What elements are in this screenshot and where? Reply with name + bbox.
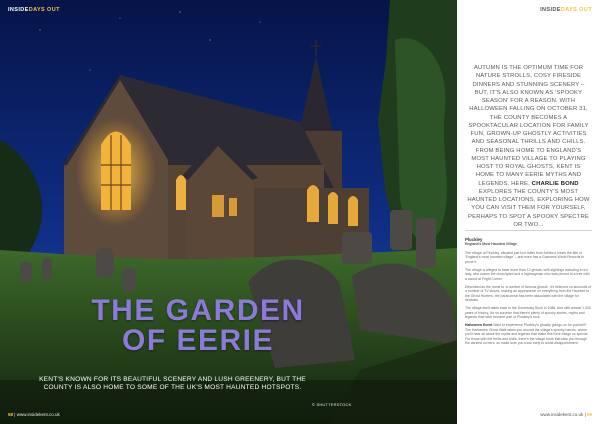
running-head-bold: INSIDE — [8, 7, 29, 13]
running-head-right — [540, 7, 592, 13]
author-name: CHARLIE BOND — [531, 180, 579, 187]
intro-text-1: AUTUMN IS THE OPTIMUM TIME FOR NATURE STROLLS, COSY FIRESIDE DINNERS AND STUNNING SCENERY – BUT, IT'S ALSO KNOWN AS 'SPOOKY SEASON' FOR A REASON. WITH HALLOWEEN FALLING ON OCTOBER 31, THE COUNTY BECOMES A SPOOKTACULAR LOCATION FOR FAMILY FUN, GROWN-UP GHOSTLY ACTIVITIES AND SEASONAL THRILLS AND CHILLS. FROM BEING HOME TO ENGLAND'S MOST HAUNTED VILLAGE TO PLAYING HOST TO ROYAL GHOSTS, KENT IS HOME TO MANY EERIE MYTHS AND LEGENDS. HERE, — [468, 65, 589, 187]
paragraph-text: Want to experience Pluckley's ghostly goings-on for yourself? The Halloween Ghost Walk takes you around the village's spooky haunts, where you'll hear all about the myths and legends that make this Kent village so special. For those with the thrills and chills, there's the village tours that take you through the darkest corners, so make sure you book early to avoid disappointment. — [465, 323, 589, 346]
article-headline — [48, 296, 348, 356]
running-head-light: DAYS OUT — [560, 7, 592, 13]
headline-line-1: THE GARDEN — [91, 294, 305, 327]
footer-url-left: www.insidekent.co.uk — [16, 412, 60, 417]
right-page-text — [457, 0, 600, 424]
footer-url-right: www.insidekent.co.uk — [540, 412, 584, 417]
running-head-light: DAYS OUT — [28, 7, 60, 13]
intro-paragraph — [467, 64, 590, 229]
paragraph-lead: Halloween Event — [465, 323, 493, 328]
body-column — [465, 237, 592, 349]
section-title: Pluckley — [465, 237, 483, 242]
body-paragraph: The village itself dates back to the Domesday Book in 1086. And with almost 1,000 years of history, it's no surprise that there's plenty of spooky stories, myths and legends that have become part of Pluckley's soul. — [465, 306, 591, 320]
body-paragraph: The village is alleged to have more than 12 ghosts, with sightings including a red lady, who roams the churchyard and a highwayman who was pinned to a tree with a sword at Fright Corner. — [465, 267, 590, 281]
photo-credit: © SHUTTERSTOCK — [312, 402, 352, 407]
divider — [465, 230, 592, 231]
body-paragraph: The village of Pluckley, situated just four miles from Ashford, bears the title of 'England's most haunted village' – and even has a Guinness World Records to prove it. — [465, 250, 585, 264]
body-paragraph — [465, 323, 592, 346]
headline-line-2: OF EERIE — [121, 324, 275, 357]
page-number-right: 59 — [586, 412, 592, 417]
page-number-left: 58 — [8, 412, 14, 417]
footer-right: www.insidekent.co.uk | 59 — [540, 412, 592, 417]
footer-left: 58 | www.insidekent.co.uk — [8, 412, 60, 417]
intro-text-2: EXPLORES THE COUNTY'S MOST HAUNTED LOCATIONS, EXPLORING HOW YOU CAN VISIT THEM FOR YOURSELF, PERHAPS TO SPOT A SPOOKY SPECTRE OR TWO... — [467, 188, 590, 228]
running-head-bold: INSIDE — [540, 7, 561, 13]
standfirst: KENT'S KNOWN FOR ITS BEAUTIFUL SCENERY AND LUSH GREENERY, BUT THE COUNTY IS ALSO HOME TO SOME OF THE UK'S MOST HAUNTED HOTSPOTS. — [39, 376, 306, 392]
section-subtitle: England's Most Haunted Village — [465, 242, 517, 246]
body-paragraph: Described as the home to 'a number of famous ghosts', it's believed on accounts of a number of TV shows, making an appearance on everything from the Haunted to the Ghost Hunters, the paranormal has been associated with the village for decades. — [465, 284, 592, 303]
running-head-left — [8, 7, 60, 13]
